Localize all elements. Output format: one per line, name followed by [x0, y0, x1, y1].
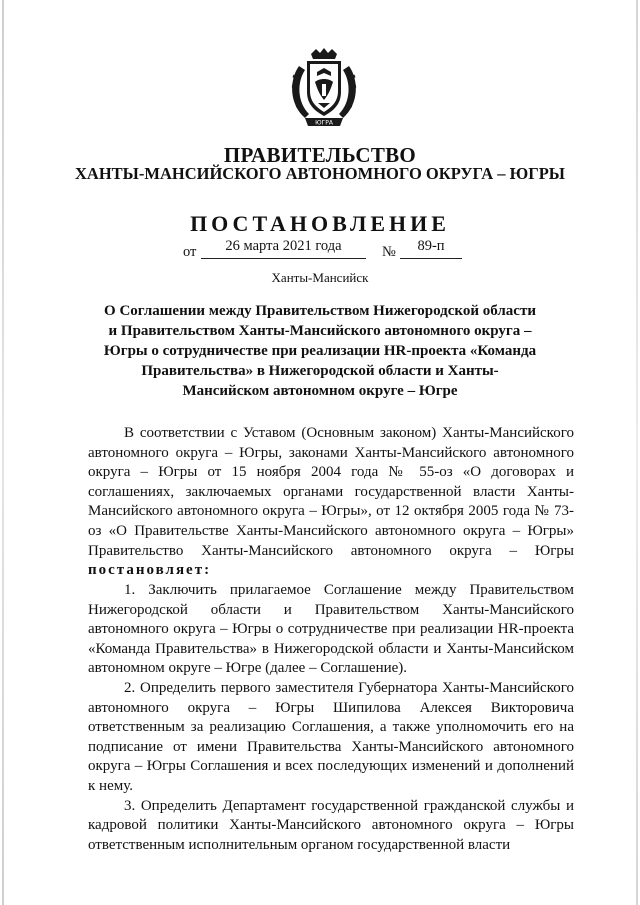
preamble-text: В соответствии с Уставом (Основным законом) Ханты-Мансийского автономного округа – Югры, законами Ханты-Мансийского автономного округа – Югры от 15 ноября 2004 года № 55-оз «О договорах и соглашениях, заключаемых органами государственной власти Ханты-Мансийского автономного округа – Югры», от 12 октября 2005 года № 73-оз «О Правительстве Ханты-Мансийского автономного округа – Югры» Правительство Ханты-Мансийского автономного округа – Югры: [88, 425, 574, 559]
document-subject: О Соглашении между Правительством Нижегородской области и Правительством Ханты-Мансийского автономного округа – Югры о сотрудничестве при реализации HR-проекта «Команда Правительства» в Нижегородской области и Ханты-Мансийском автономном округе – Югре: [103, 303, 537, 399]
date-prefix: от: [183, 244, 197, 260]
date-number-line: [0, 238, 640, 262]
document-type: ПОСТАНОВЛЕНИЕ: [190, 211, 450, 236]
resolution-item: 1. Заключить прилагаемое Соглашение между Правительством Нижегородской области и Правительством Ханты-Мансийского автономного округа – Югры о сотрудничестве при реализации HR-проекта «Команда Правительства» в Нижегородской области и Ханты-Мансийском автономном округе – Югре (далее – Соглашение).: [88, 582, 574, 677]
decree-word: постановляет:: [88, 562, 212, 579]
government-subtitle: ХАНТЫ-МАНСИЙСКОГО АВТОНОМНОГО ОКРУГА – ЮГРЫ: [75, 164, 565, 183]
resolution-item: 2. Определить первого заместителя Губернатора Ханты-Мансийского автономного округа – Югры Шипилова Алексея Викторовича ответственным за реализацию Соглашения, а также уполномочить его на подписание от имени Правительства Ханты-Мансийского автономного округа – Югры Соглашения и всех последующих изменений и дополнений к нему.: [88, 679, 574, 794]
government-title: ПРАВИТЕЛЬСТВО: [223, 143, 417, 167]
document-date: 26 марта 2021 года: [201, 238, 366, 259]
coat-of-arms-icon: [287, 48, 361, 130]
city-name: Ханты-Мансийск: [271, 270, 369, 285]
resolution-items: [88, 581, 574, 855]
resolution-item: 3. Определить Департамент государственной гражданской службы и кадровой политики Ханты-Мансийского автономного округа – Югры ответственным исполнительным органом государственной власти: [88, 797, 574, 853]
number-prefix: №: [382, 244, 396, 260]
document-number: 89-п: [400, 238, 462, 259]
emblem-inscription: ЮГРА: [315, 119, 333, 127]
scan-edge-right: [636, 0, 638, 905]
scan-edge-left: [2, 0, 4, 905]
preamble-paragraph: [88, 424, 574, 581]
